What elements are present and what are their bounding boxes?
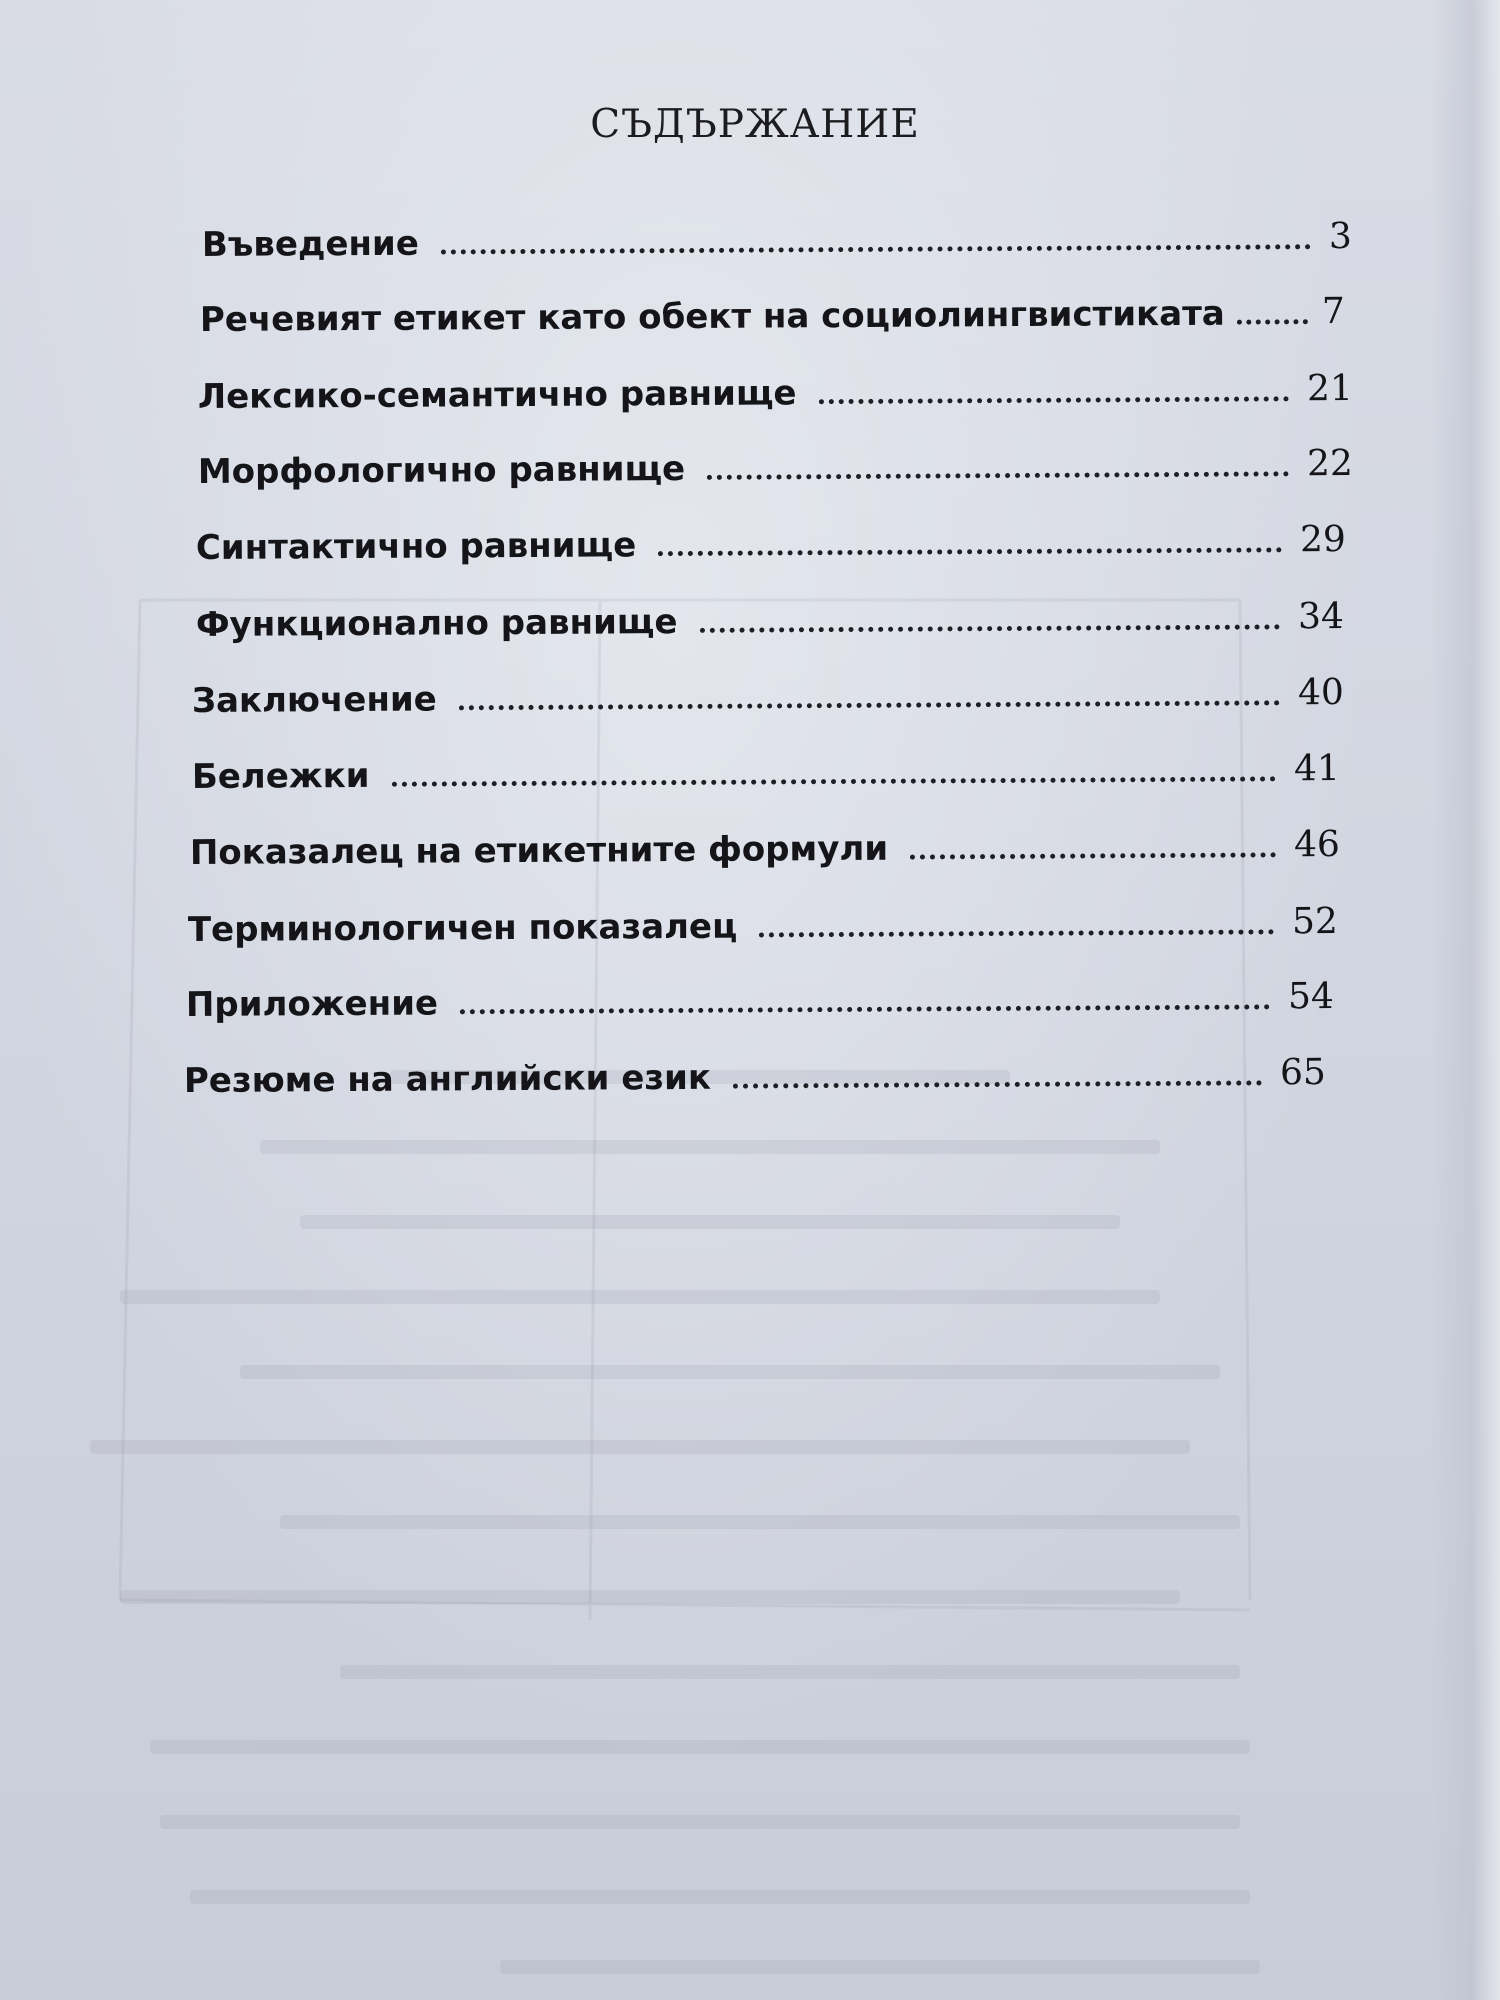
toc-entry-page: 29 xyxy=(1299,518,1346,561)
toc-entry xyxy=(187,888,1338,950)
toc-entry xyxy=(185,963,1334,1025)
dot-leader xyxy=(707,471,1289,480)
toc-entry-page: 3 xyxy=(1328,215,1352,258)
toc-entry xyxy=(191,735,1340,797)
dot-leader xyxy=(733,1080,1262,1088)
toc-entry-page: 7 xyxy=(1321,291,1345,333)
toc-entry-title: Заключение xyxy=(191,679,437,721)
toc-entry xyxy=(197,355,1353,417)
toc-entry-title: Лексико-семантично равнище xyxy=(197,373,797,417)
toc-entry-page: 54 xyxy=(1287,975,1334,1018)
toc-entry-page: 22 xyxy=(1306,442,1353,485)
page-title: СЪДЪРЖАНИЕ xyxy=(590,102,920,147)
toc-entry-page: 52 xyxy=(1291,900,1338,943)
toc-entry-page: 34 xyxy=(1297,595,1344,638)
toc-entry xyxy=(199,278,1345,340)
toc-entry xyxy=(201,203,1352,265)
dot-leader xyxy=(910,852,1276,859)
toc-entry-title: Бележки xyxy=(191,755,370,797)
toc-entry-page: 21 xyxy=(1306,367,1353,410)
dot-leader xyxy=(441,244,1311,254)
toc-entry-title: Терминологичен показалец xyxy=(187,906,738,950)
toc-entry xyxy=(189,811,1340,873)
toc-entry-title: Функционално равнище xyxy=(195,602,678,645)
dot-leader xyxy=(700,624,1281,633)
toc-entry xyxy=(195,583,1344,645)
dot-leader xyxy=(460,1004,1270,1014)
dot-leader xyxy=(392,776,1277,786)
dot-leader xyxy=(819,396,1290,404)
toc-entry-title: Показалец на етикетните формули xyxy=(189,828,889,873)
toc-entry xyxy=(183,1039,1326,1101)
toc-entry-page: 65 xyxy=(1279,1052,1326,1094)
dot-leader xyxy=(1237,319,1308,324)
toc-entry-page: 40 xyxy=(1297,671,1344,714)
toc-entry xyxy=(197,430,1353,492)
toc-entry-title: Речевият етикет като обект на социолингвистиката xyxy=(199,293,1225,340)
toc-entry-title: Морфологично равнище xyxy=(197,449,686,492)
toc-entry-page: 41 xyxy=(1293,747,1340,790)
toc-entry xyxy=(191,659,1344,721)
toc-entry-title: Резюме на английски език xyxy=(183,1057,712,1101)
toc-entry-title: Синтактично равнище xyxy=(195,525,637,568)
toc-entry-title: Приложение xyxy=(185,983,439,1025)
toc-entry-title: Въведение xyxy=(201,223,419,265)
dot-leader xyxy=(459,700,1280,710)
toc-entry xyxy=(195,506,1346,568)
dot-leader xyxy=(658,547,1282,556)
toc-entry-page: 46 xyxy=(1293,823,1340,866)
dot-leader xyxy=(759,929,1274,937)
